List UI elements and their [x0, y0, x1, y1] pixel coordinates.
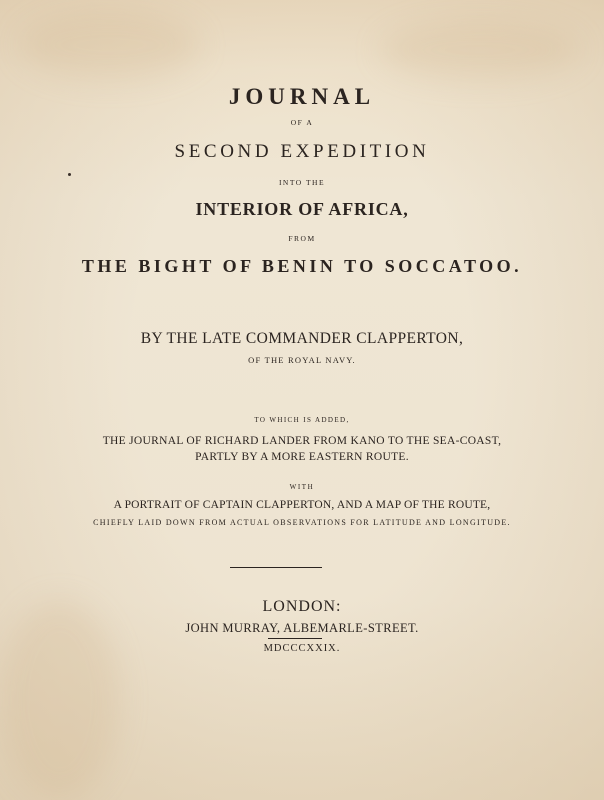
title-of-a: OF A — [290, 118, 314, 127]
title-second-expedition: SECOND EXPEDITION — [174, 141, 430, 162]
with-label: WITH — [289, 483, 315, 491]
to-which-added: TO WHICH IS ADDED, — [254, 416, 350, 424]
title-journal: JOURNAL — [228, 84, 376, 109]
title-into-the: INTO THE — [278, 178, 326, 187]
imprint-rule — [268, 638, 322, 639]
chiefly-line: CHIEFLY LAID DOWN FROM ACTUAL OBSERVATIONS FOR LATITUDE AND LONGITUDE. — [93, 518, 511, 527]
author-service: OF THE ROYAL NAVY. — [248, 355, 356, 365]
title-from: FROM — [288, 234, 316, 243]
ink-speck — [68, 173, 71, 176]
imprint-publisher: JOHN MURRAY, ALBEMARLE-STREET. — [185, 621, 419, 635]
imprint-city: LONDON: — [262, 598, 342, 615]
author-line: BY THE LATE COMMANDER CLAPPERTON, — [140, 330, 464, 347]
portrait-line: A PORTRAIT OF CAPTAIN CLAPPERTON, AND A MAP OF THE ROUTE, — [113, 499, 491, 511]
title-route: THE BIGHT OF BENIN TO SOCCATOO. — [81, 256, 523, 276]
foxing-stain — [20, 10, 200, 80]
divider-rule — [230, 567, 322, 568]
imprint-year: MDCCCXXIX. — [263, 643, 341, 654]
lander-line-1: THE JOURNAL OF RICHARD LANDER FROM KANO TO THE SEA-COAST, — [102, 435, 502, 447]
foxing-stain — [380, 20, 580, 80]
title-interior: INTERIOR OF AFRICA, — [195, 199, 409, 219]
lander-line-2: PARTLY BY A MORE EASTERN ROUTE. — [195, 451, 409, 463]
